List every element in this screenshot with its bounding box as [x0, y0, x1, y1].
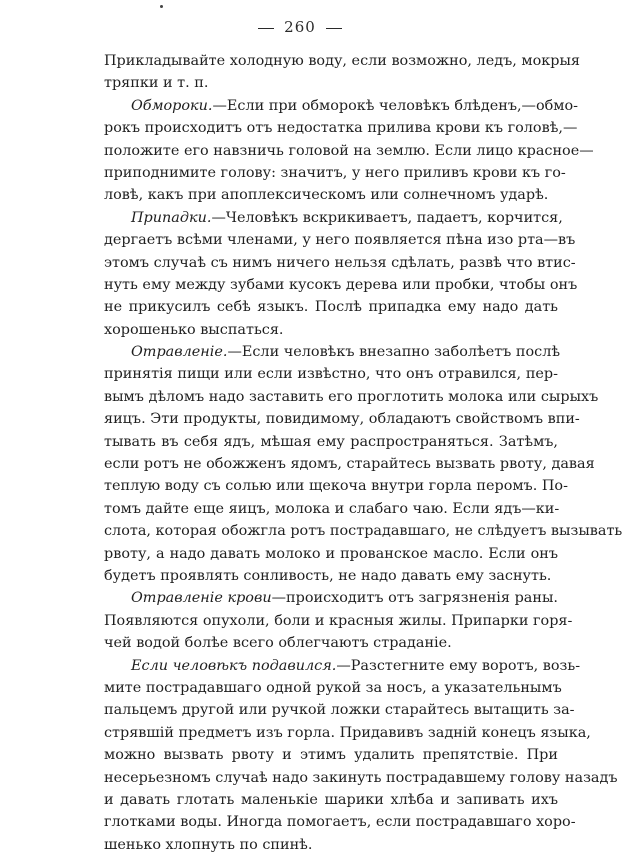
text-line: [104, 677, 562, 699]
line-text: не прикусилъ себѣ языкъ. Послѣ припадка ему надо дать: [104, 299, 558, 316]
text-line: [104, 655, 581, 677]
line-text: принятія пищи или если извѣстно, что онъ отравился, пер-: [104, 366, 558, 383]
text-line: [104, 475, 568, 497]
header-dash-right: [326, 28, 342, 29]
text-line: [104, 50, 580, 72]
line-text: этомъ случаѣ съ нимъ ничего нельзя сдѣлать, развѣ что втис-: [104, 254, 576, 271]
header-dash-left: [258, 28, 274, 29]
line-text: теплую воду съ солью или щекоча внутри горла перомъ. По-: [104, 478, 568, 495]
line-text: вымъ дѣломъ надо заставить его проглотить молока или сырыхъ: [104, 388, 599, 405]
line-text: нуть ему между зубами кусокъ дерева или пробки, чтобы онъ: [104, 276, 578, 293]
text-line: [104, 274, 578, 296]
line-text: тывать въ себя ядъ, мѣшая ему распространяться. Затѣмъ,: [104, 433, 558, 450]
section-heading: Если человѣкъ подавился.: [131, 657, 337, 674]
page-header: [0, 18, 600, 36]
line-text: глотками воды. Иногда помогаетъ, если пострадавшаго хоро-: [104, 814, 576, 831]
text-line: [104, 453, 595, 475]
text-line: [104, 184, 558, 206]
text-line: [104, 789, 558, 811]
paragraph: [104, 50, 580, 95]
text-line: [104, 565, 558, 587]
text-line: [104, 722, 591, 744]
line-text: ловѣ, какъ при апоплексическомъ или солнечномъ ударѣ.: [104, 187, 549, 204]
line-text: будетъ проявлять сонливость, не надо давать ему заснуть.: [104, 567, 552, 584]
line-text: томъ дайте еще яицъ, молока и слабаго чаю. Если ядъ—ки-: [104, 500, 560, 517]
line-text: положите его навзничь головой на землю. Если лицо красное—: [104, 142, 594, 159]
paragraph-seizures: [104, 207, 578, 341]
text-line: [104, 767, 618, 789]
line-text: —Разстегните ему воротъ, возь-: [336, 657, 581, 674]
line-text: —Если человѣкъ внезапно заболѣетъ послѣ: [227, 344, 561, 361]
page-body: [104, 50, 622, 856]
line-text: слота, которая обожгла ротъ пострадавшаго, не слѣдуетъ вызывать: [104, 523, 622, 540]
text-line: [104, 834, 558, 856]
line-text: пальцемъ другой или ручкой ложки старайтесь вытащить за-: [104, 702, 575, 719]
text-line: [104, 386, 599, 408]
line-text: дергаетъ всѣми членами, у него появляется пѣна изо рта—въ: [104, 232, 576, 249]
line-text: яицъ. Эти продукты, повидимому, обладаютъ свойствомъ впи-: [104, 411, 580, 428]
page-number: 260: [284, 18, 316, 36]
text-line: [104, 207, 563, 229]
paragraph-choking: [104, 655, 618, 856]
text-line: [104, 296, 558, 318]
line-text: хорошенько выспаться.: [104, 321, 284, 338]
text-line: [104, 520, 622, 542]
text-line: [104, 341, 561, 363]
section-heading: Отравленіе крови: [131, 590, 272, 607]
section-heading: Обмороки.: [131, 97, 213, 114]
print-speck: [160, 5, 163, 8]
line-text: несерьезномъ случаѣ надо закинуть пострадавшему голову назадъ: [104, 769, 618, 786]
line-text: мите пострадавшаго одной рукой за носъ, а указательнымъ: [104, 679, 562, 696]
line-text: Прикладывайте холодную воду, если возможно, ледъ, мокрыя: [104, 53, 580, 69]
text-line: [104, 632, 558, 654]
text-line: [104, 744, 558, 766]
text-line: [104, 140, 594, 162]
line-text: Появляются опухоли, боли и красныя жилы. Припарки горя-: [104, 612, 573, 629]
text-line: [104, 498, 558, 520]
paragraph-blood-poisoning: [104, 587, 573, 654]
text-line: [104, 363, 558, 385]
text-line: [104, 72, 558, 94]
line-text: рвоту, а надо давать молоко и прованское масло. Если онъ: [104, 545, 558, 562]
text-line: [104, 699, 575, 721]
text-line: [104, 162, 566, 184]
line-text: —происходитъ отъ загрязненія раны.: [271, 590, 559, 607]
text-line: [104, 252, 576, 274]
paragraph-fainting: [104, 95, 594, 207]
line-text: и давать глотать маленькіе шарики хлѣба и запивать ихъ: [104, 791, 558, 808]
line-text: шенько хлопнуть по спинѣ.: [104, 836, 313, 853]
paragraph-poisoning: [104, 341, 622, 587]
line-text: чей водой болѣе всего облегчаютъ страданіе.: [104, 635, 452, 652]
line-text: стрявшій предметъ изъ горла. Придавивъ задній конецъ языка,: [104, 724, 591, 741]
line-text: если ротъ не обожженъ ядомъ, старайтесь вызвать рвоту, давая: [104, 456, 595, 473]
text-line: [104, 117, 578, 139]
text-line: [104, 610, 573, 632]
text-line: [104, 543, 558, 565]
line-text: тряпки и т. п.: [104, 75, 209, 92]
line-text: приподнимите голову: значитъ, у него приливъ крови къ го-: [104, 164, 566, 181]
line-text: можно вызвать рвоту и этимъ удалить препятствіе. При: [104, 747, 558, 764]
section-heading: Припадки.: [131, 209, 212, 226]
text-line: [104, 408, 580, 430]
text-line: [104, 811, 576, 833]
text-line: [104, 319, 558, 341]
text-line: [104, 431, 558, 453]
text-line: [104, 587, 558, 609]
line-text: —Человѣкъ вскрикиваетъ, падаетъ, корчится,: [211, 209, 563, 226]
section-heading: Отравленіе.: [131, 344, 228, 361]
text-line: [104, 95, 578, 117]
text-line: [104, 229, 576, 251]
line-text: —Если при обморокѣ человѣкъ блѣденъ,—обмо-: [212, 97, 578, 114]
line-text: рокъ происходитъ отъ недостатка прилива крови къ головѣ,—: [104, 120, 578, 137]
